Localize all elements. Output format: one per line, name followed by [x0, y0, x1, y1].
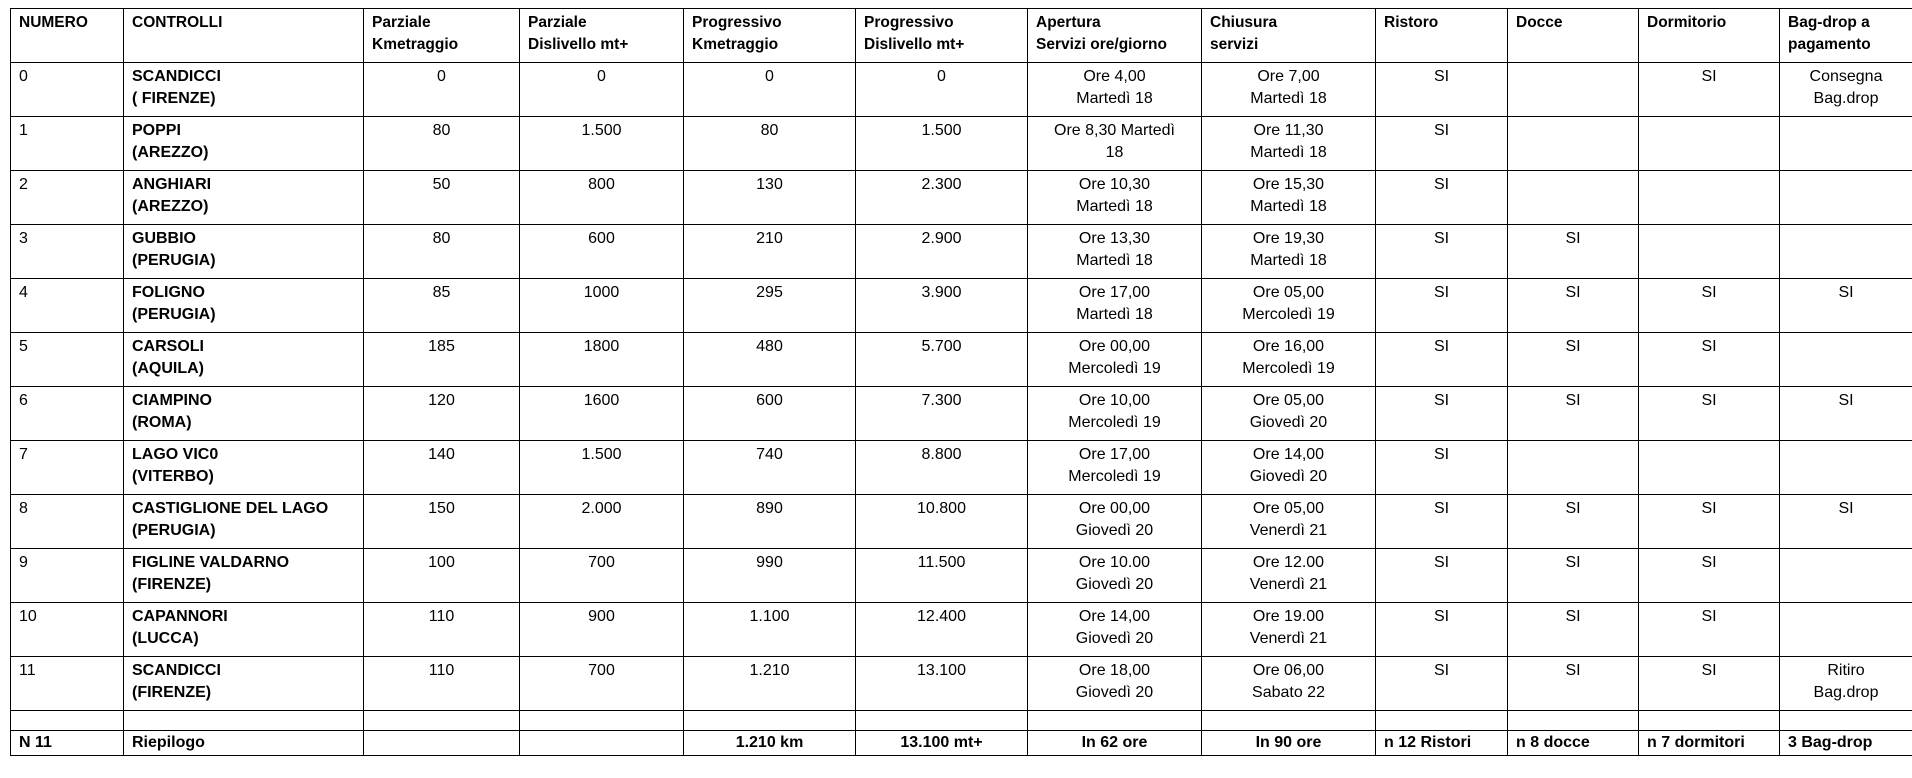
cell-parziale-km: 110 — [364, 603, 520, 657]
spacer-cell — [1639, 711, 1780, 731]
cell-bag-drop — [1780, 225, 1912, 279]
cell-parziale-km: 85 — [364, 279, 520, 333]
cell-parziale-dislivello: 1000 — [520, 279, 684, 333]
cell-ristoro: SI — [1376, 495, 1508, 549]
table-row — [11, 279, 1912, 333]
cell-parziale-dislivello: 2.000 — [520, 495, 684, 549]
cell-chiusura-line: Giovedì 20 — [1249, 468, 1328, 485]
cell-ristoro: SI — [1376, 279, 1508, 333]
cell-docce — [1508, 441, 1639, 495]
cell-parziale-km: 120 — [364, 387, 520, 441]
cell-numero: 5 — [11, 333, 124, 387]
cell-bag-drop-line: SI — [1838, 392, 1854, 409]
summary-dormitori: n 7 dormitori — [1639, 731, 1780, 756]
cell-docce — [1508, 117, 1639, 171]
cell-apertura-line: Mercoledì 19 — [1068, 360, 1161, 377]
cell-progressivo-km: 130 — [684, 171, 856, 225]
cell-apertura-line: Ore 18,00 — [1078, 662, 1151, 679]
cell-progressivo-km: 0 — [684, 63, 856, 117]
cell-chiusura-line: Ore 12.00 — [1252, 554, 1325, 571]
cell-progressivo-dislivello: 7.300 — [856, 387, 1028, 441]
cell-bag-drop — [1780, 333, 1912, 387]
cell-controllo-line: SCANDICCI — [132, 68, 221, 85]
cell-apertura-line: Mercoledì 19 — [1068, 414, 1161, 431]
table-row — [11, 63, 1912, 117]
cell-apertura — [1028, 603, 1202, 657]
cell-dormitorio: SI — [1639, 495, 1780, 549]
cell-apertura — [1028, 441, 1202, 495]
table-row — [11, 225, 1912, 279]
cell-numero: 6 — [11, 387, 124, 441]
cell-controllo-line: ( FIRENZE) — [132, 90, 216, 107]
header-parziale-km: Parziale Kmetraggio — [364, 9, 520, 63]
cell-numero: 8 — [11, 495, 124, 549]
cell-controllo-line: POPPI — [132, 122, 181, 139]
cell-progressivo-dislivello: 3.900 — [856, 279, 1028, 333]
cell-dormitorio — [1639, 441, 1780, 495]
header-progressivo-dislivello: Progressivo Dislivello mt+ — [856, 9, 1028, 63]
summary-row — [11, 731, 1912, 756]
spacer-cell — [1780, 711, 1912, 731]
cell-apertura — [1028, 171, 1202, 225]
cell-apertura — [1028, 333, 1202, 387]
cell-progressivo-dislivello: 13.100 — [856, 657, 1028, 711]
cell-bag-drop-line: Consegna — [1809, 68, 1883, 85]
cell-docce: SI — [1508, 387, 1639, 441]
cell-controllo-line: (PERUGIA) — [132, 522, 216, 539]
cell-progressivo-km: 990 — [684, 549, 856, 603]
spacer-cell — [684, 711, 856, 731]
cell-apertura-line: Martedì 18 — [1076, 198, 1153, 215]
cell-apertura — [1028, 279, 1202, 333]
cell-parziale-dislivello: 1600 — [520, 387, 684, 441]
cell-progressivo-km: 210 — [684, 225, 856, 279]
cell-chiusura-line: Martedì 18 — [1250, 252, 1327, 269]
cell-apertura-line: 18 — [1105, 144, 1124, 161]
cell-controllo-line: ANGHIARI — [132, 176, 212, 193]
cell-chiusura-line: Venerdì 21 — [1249, 576, 1328, 593]
cell-controllo-line: SCANDICCI — [132, 662, 221, 679]
cell-apertura-line: Giovedì 20 — [1075, 522, 1154, 539]
spacer-cell — [856, 711, 1028, 731]
cell-ristoro: SI — [1376, 333, 1508, 387]
cell-apertura-line: Ore 4,00 — [1083, 68, 1146, 85]
cell-numero: 2 — [11, 171, 124, 225]
cell-bag-drop — [1780, 603, 1912, 657]
cell-apertura-line: Ore 10,30 — [1078, 176, 1151, 193]
cell-numero: 0 — [11, 63, 124, 117]
cell-bag-drop — [1780, 549, 1912, 603]
cell-controllo-line: FIGLINE VALDARNO — [132, 554, 290, 571]
cell-apertura-line: Martedì 18 — [1076, 306, 1153, 323]
cell-controllo — [124, 171, 364, 225]
cell-bag-drop-line: Bag.drop — [1813, 90, 1879, 107]
cell-ristoro: SI — [1376, 549, 1508, 603]
cell-controllo — [124, 225, 364, 279]
header-ristoro: Ristoro — [1376, 9, 1508, 63]
cell-progressivo-km: 295 — [684, 279, 856, 333]
spacer-cell — [1028, 711, 1202, 731]
cell-dormitorio: SI — [1639, 603, 1780, 657]
cell-parziale-dislivello: 600 — [520, 225, 684, 279]
cell-controllo-line: (PERUGIA) — [132, 306, 216, 323]
cell-controllo — [124, 333, 364, 387]
cell-chiusura-line: Ore 19,30 — [1252, 230, 1325, 247]
cell-controllo-line: (VITERBO) — [132, 468, 214, 485]
cell-chiusura-line: Martedì 18 — [1250, 144, 1327, 161]
cell-apertura-line: Giovedì 20 — [1075, 684, 1154, 701]
cell-parziale-km: 50 — [364, 171, 520, 225]
cell-ristoro: SI — [1376, 387, 1508, 441]
cell-dormitorio — [1639, 171, 1780, 225]
cell-controllo-line: CIAMPINO — [132, 392, 212, 409]
cell-docce: SI — [1508, 333, 1639, 387]
cell-bag-drop-line: Ritiro — [1827, 662, 1865, 679]
cell-numero: 3 — [11, 225, 124, 279]
cell-progressivo-dislivello: 1.500 — [856, 117, 1028, 171]
cell-progressivo-km: 1.210 — [684, 657, 856, 711]
cell-parziale-dislivello: 1800 — [520, 333, 684, 387]
cell-apertura — [1028, 117, 1202, 171]
cell-chiusura-line: Ore 06,00 — [1252, 662, 1325, 679]
cell-ristoro: SI — [1376, 117, 1508, 171]
cell-controllo-line: (AQUILA) — [132, 360, 204, 377]
header-docce: Docce — [1508, 9, 1639, 63]
cell-numero: 7 — [11, 441, 124, 495]
cell-parziale-dislivello: 800 — [520, 171, 684, 225]
summary-parziale-dislivello — [520, 731, 684, 756]
cell-bag-drop-line: SI — [1838, 284, 1854, 301]
cell-chiusura — [1202, 333, 1376, 387]
summary-bag-drop: 3 Bag-drop — [1780, 731, 1912, 756]
spacer-cell — [1202, 711, 1376, 731]
table-row — [11, 387, 1912, 441]
cell-chiusura — [1202, 495, 1376, 549]
controlli-table — [10, 8, 1912, 756]
cell-chiusura-line: Mercoledì 19 — [1242, 306, 1335, 323]
cell-chiusura-line: Ore 16,00 — [1252, 338, 1325, 355]
cell-apertura — [1028, 657, 1202, 711]
cell-dormitorio: SI — [1639, 279, 1780, 333]
cell-dormitorio: SI — [1639, 333, 1780, 387]
cell-docce: SI — [1508, 225, 1639, 279]
summary-parziale-km — [364, 731, 520, 756]
cell-parziale-km: 150 — [364, 495, 520, 549]
cell-apertura-line: Ore 17,00 — [1078, 446, 1151, 463]
cell-parziale-dislivello: 700 — [520, 657, 684, 711]
cell-chiusura — [1202, 279, 1376, 333]
cell-chiusura-line: Sabato 22 — [1252, 684, 1325, 701]
cell-parziale-km: 0 — [364, 63, 520, 117]
summary-ristori: n 12 Ristori — [1376, 731, 1508, 756]
header-controlli: CONTROLLI — [124, 9, 364, 63]
cell-parziale-dislivello: 0 — [520, 63, 684, 117]
cell-progressivo-km: 890 — [684, 495, 856, 549]
table-row — [11, 117, 1912, 171]
cell-parziale-dislivello: 1.500 — [520, 117, 684, 171]
header-numero: NUMERO — [11, 9, 124, 63]
cell-chiusura — [1202, 171, 1376, 225]
cell-controllo-line: (AREZZO) — [132, 144, 209, 161]
cell-controllo — [124, 279, 364, 333]
cell-dormitorio — [1639, 225, 1780, 279]
header-row — [11, 9, 1912, 63]
cell-chiusura — [1202, 603, 1376, 657]
cell-parziale-km: 80 — [364, 117, 520, 171]
cell-parziale-dislivello: 900 — [520, 603, 684, 657]
cell-docce: SI — [1508, 549, 1639, 603]
cell-progressivo-dislivello: 2.900 — [856, 225, 1028, 279]
cell-numero: 11 — [11, 657, 124, 711]
cell-apertura-line: Ore 00,00 — [1078, 500, 1151, 517]
spacer-cell — [1508, 711, 1639, 731]
cell-progressivo-dislivello: 8.800 — [856, 441, 1028, 495]
header-apertura: Apertura Servizi ore/giorno — [1028, 9, 1202, 63]
cell-chiusura-line: Venerdì 21 — [1249, 522, 1328, 539]
cell-progressivo-dislivello: 2.300 — [856, 171, 1028, 225]
header-parziale-dislivello: Parziale Dislivello mt+ — [520, 9, 684, 63]
cell-progressivo-km: 80 — [684, 117, 856, 171]
cell-bag-drop-line: SI — [1838, 500, 1854, 517]
cell-apertura-line: Ore 8,30 Martedì — [1054, 122, 1175, 139]
cell-chiusura-line: Ore 05,00 — [1252, 500, 1325, 517]
table-row — [11, 171, 1912, 225]
cell-parziale-km: 110 — [364, 657, 520, 711]
spacer-cell — [11, 711, 124, 731]
cell-bag-drop — [1780, 387, 1912, 441]
header-chiusura: Chiusura servizi — [1202, 9, 1376, 63]
summary-docce: n 8 docce — [1508, 731, 1639, 756]
cell-parziale-km: 140 — [364, 441, 520, 495]
cell-progressivo-km: 1.100 — [684, 603, 856, 657]
cell-chiusura — [1202, 387, 1376, 441]
cell-docce: SI — [1508, 279, 1639, 333]
cell-controllo-line: LAGO VIC0 — [132, 446, 219, 463]
cell-progressivo-km: 480 — [684, 333, 856, 387]
spacer-cell — [364, 711, 520, 731]
cell-apertura — [1028, 549, 1202, 603]
cell-chiusura — [1202, 63, 1376, 117]
cell-controllo-line: (AREZZO) — [132, 198, 209, 215]
cell-apertura-line: Ore 14,00 — [1078, 608, 1151, 625]
cell-controllo-line: (ROMA) — [132, 414, 192, 431]
spacer-cell — [124, 711, 364, 731]
cell-chiusura — [1202, 549, 1376, 603]
cell-ristoro: SI — [1376, 657, 1508, 711]
cell-docce — [1508, 63, 1639, 117]
cell-docce — [1508, 171, 1639, 225]
cell-progressivo-dislivello: 10.800 — [856, 495, 1028, 549]
cell-bag-drop — [1780, 657, 1912, 711]
cell-bag-drop — [1780, 117, 1912, 171]
cell-controllo — [124, 603, 364, 657]
table-row — [11, 603, 1912, 657]
cell-controllo-line: (PERUGIA) — [132, 252, 216, 269]
cell-parziale-km: 80 — [364, 225, 520, 279]
cell-apertura-line: Ore 10.00 — [1078, 554, 1151, 571]
cell-controllo-line: (FIRENZE) — [132, 576, 212, 593]
cell-ristoro: SI — [1376, 603, 1508, 657]
summary-numero: N 11 — [11, 731, 124, 756]
cell-chiusura-line: Ore 19.00 — [1252, 608, 1325, 625]
cell-bag-drop-line: Bag.drop — [1813, 684, 1879, 701]
cell-numero: 1 — [11, 117, 124, 171]
cell-apertura — [1028, 387, 1202, 441]
summary-apertura: In 62 ore — [1028, 731, 1202, 756]
cell-apertura-line: Giovedì 20 — [1075, 576, 1154, 593]
header-bag-drop: Bag-drop a pagamento — [1780, 9, 1912, 63]
cell-chiusura-line: Ore 7,00 — [1257, 68, 1320, 85]
cell-controllo — [124, 495, 364, 549]
cell-dormitorio: SI — [1639, 657, 1780, 711]
cell-ristoro: SI — [1376, 63, 1508, 117]
cell-chiusura-line: Venerdì 21 — [1249, 630, 1328, 647]
cell-numero: 10 — [11, 603, 124, 657]
cell-apertura — [1028, 495, 1202, 549]
summary-total-dislivello: 13.100 mt+ — [856, 731, 1028, 756]
cell-dormitorio: SI — [1639, 549, 1780, 603]
cell-parziale-dislivello: 1.500 — [520, 441, 684, 495]
cell-dormitorio — [1639, 117, 1780, 171]
cell-controllo — [124, 387, 364, 441]
cell-progressivo-dislivello: 0 — [856, 63, 1028, 117]
cell-controllo — [124, 441, 364, 495]
header-dormitorio: Dormitorio — [1639, 9, 1780, 63]
cell-bag-drop — [1780, 495, 1912, 549]
cell-ristoro: SI — [1376, 225, 1508, 279]
cell-bag-drop — [1780, 171, 1912, 225]
cell-controllo — [124, 117, 364, 171]
cell-chiusura-line: Ore 05,00 — [1252, 392, 1325, 409]
cell-docce: SI — [1508, 495, 1639, 549]
cell-dormitorio: SI — [1639, 387, 1780, 441]
spacer-row — [11, 711, 1912, 731]
spacer-cell — [520, 711, 684, 731]
table-row — [11, 549, 1912, 603]
cell-chiusura-line: Mercoledì 19 — [1242, 360, 1335, 377]
cell-progressivo-km: 740 — [684, 441, 856, 495]
spacer-cell — [1376, 711, 1508, 731]
cell-bag-drop — [1780, 279, 1912, 333]
cell-ristoro: SI — [1376, 441, 1508, 495]
table-row — [11, 657, 1912, 711]
cell-controllo-line: (LUCCA) — [132, 630, 199, 647]
cell-chiusura-line: Martedì 18 — [1250, 198, 1327, 215]
summary-label: Riepilogo — [124, 731, 364, 756]
cell-chiusura-line: Giovedì 20 — [1249, 414, 1328, 431]
cell-docce: SI — [1508, 657, 1639, 711]
cell-apertura — [1028, 225, 1202, 279]
cell-controllo-line: CAPANNORI — [132, 608, 228, 625]
cell-chiusura-line: Ore 15,30 — [1252, 176, 1325, 193]
cell-apertura-line: Giovedì 20 — [1075, 630, 1154, 647]
cell-progressivo-dislivello: 5.700 — [856, 333, 1028, 387]
cell-dormitorio: SI — [1639, 63, 1780, 117]
cell-progressivo-dislivello: 11.500 — [856, 549, 1028, 603]
cell-controllo-line: FOLIGNO — [132, 284, 205, 301]
cell-controllo-line: GUBBIO — [132, 230, 196, 247]
cell-ristoro: SI — [1376, 171, 1508, 225]
cell-controllo — [124, 549, 364, 603]
cell-docce: SI — [1508, 603, 1639, 657]
cell-parziale-dislivello: 700 — [520, 549, 684, 603]
cell-controllo-line: (FIRENZE) — [132, 684, 212, 701]
cell-numero: 9 — [11, 549, 124, 603]
cell-progressivo-dislivello: 12.400 — [856, 603, 1028, 657]
cell-chiusura-line: Ore 05,00 — [1252, 284, 1325, 301]
cell-parziale-km: 100 — [364, 549, 520, 603]
cell-parziale-km: 185 — [364, 333, 520, 387]
cell-apertura — [1028, 63, 1202, 117]
cell-progressivo-km: 600 — [684, 387, 856, 441]
cell-controllo — [124, 657, 364, 711]
cell-apertura-line: Martedì 18 — [1076, 90, 1153, 107]
table-row — [11, 495, 1912, 549]
table-row — [11, 333, 1912, 387]
cell-chiusura — [1202, 441, 1376, 495]
cell-controllo — [124, 63, 364, 117]
cell-numero: 4 — [11, 279, 124, 333]
cell-bag-drop — [1780, 441, 1912, 495]
cell-controllo-line: CARSOLI — [132, 338, 204, 355]
cell-chiusura-line: Ore 14,00 — [1252, 446, 1325, 463]
cell-apertura-line: Ore 00,00 — [1078, 338, 1151, 355]
cell-apertura-line: Ore 13,30 — [1078, 230, 1151, 247]
cell-chiusura — [1202, 225, 1376, 279]
cell-chiusura-line: Ore 11,30 — [1253, 122, 1324, 139]
cell-apertura-line: Ore 17,00 — [1078, 284, 1151, 301]
cell-chiusura — [1202, 117, 1376, 171]
summary-chiusura: In 90 ore — [1202, 731, 1376, 756]
table-row — [11, 441, 1912, 495]
cell-apertura-line: Martedì 18 — [1076, 252, 1153, 269]
header-progressivo-km: Progressivo Kmetraggio — [684, 9, 856, 63]
cell-apertura-line: Ore 10,00 — [1078, 392, 1151, 409]
cell-controllo-line: CASTIGLIONE DEL LAGO — [132, 500, 329, 517]
cell-chiusura — [1202, 657, 1376, 711]
cell-chiusura-line: Martedì 18 — [1250, 90, 1327, 107]
summary-total-km: 1.210 km — [684, 731, 856, 756]
cell-bag-drop — [1780, 63, 1912, 117]
cell-apertura-line: Mercoledì 19 — [1068, 468, 1161, 485]
